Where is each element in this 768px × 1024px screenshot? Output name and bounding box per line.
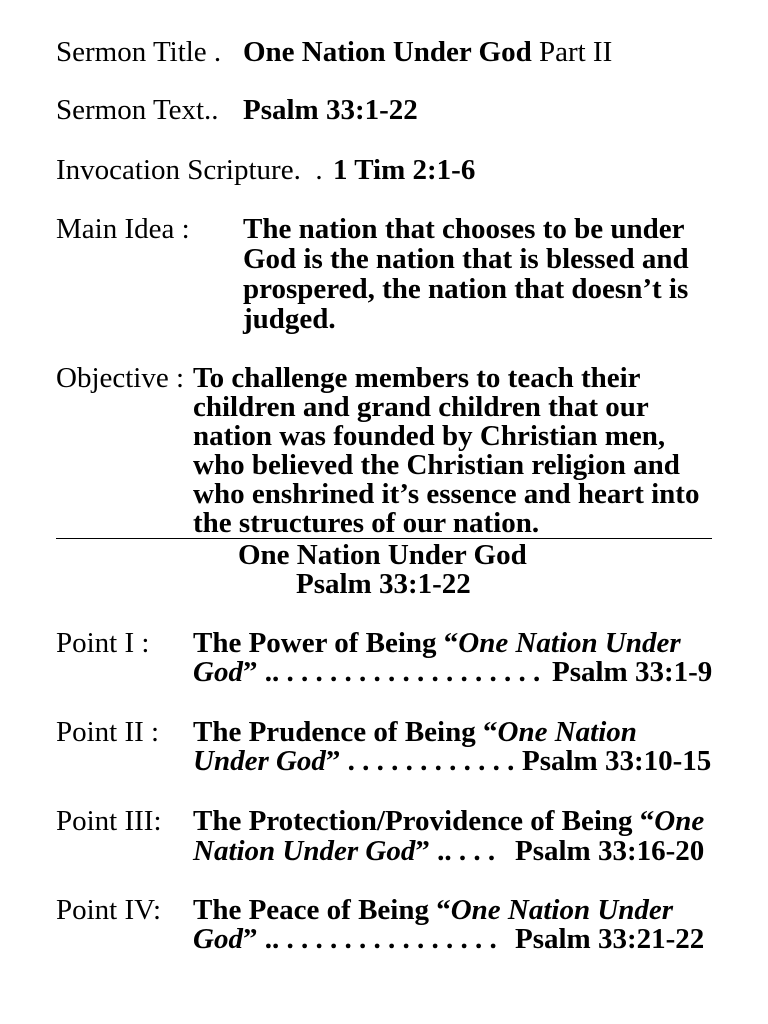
objective-line: nation was founded by Christian men, [193,420,666,452]
sermon-text-label: Sermon Text.. [56,94,219,126]
point-dot-leader: ” .. . . . . . . . . . . . . . . . [242,923,497,955]
point-dot-leader: ” .. . . . . . . . . . . . . . . . . . . [242,656,541,688]
point-heading-italic: God [193,656,243,688]
invocation-scripture-label: Invocation Scripture. . [56,154,323,186]
point-heading-italic: Under God [193,745,326,777]
main-idea-line: God is the nation that is blessed and [243,243,689,275]
point-heading-line1 [193,628,681,658]
invocation-scripture-value: 1 Tim 2:1-6 [333,154,476,186]
objective-line: who enshrined it’s essence and heart into [193,478,700,510]
point-label: Point III: [56,805,162,837]
objective-line: To challenge members to teach their [193,362,641,394]
point-label: Point II : [56,716,160,748]
objective-line: the structures of our nation. [193,507,540,539]
sermon-text-value: Psalm 33:1-22 [243,94,418,126]
sermon-title-part: Part II [538,36,613,68]
outline-title: One Nation Under God [238,539,527,571]
point-heading-line2 [193,657,540,687]
point-heading-start: The Power of Being “ [193,627,459,659]
point-heading-start: The Peace of Being “ [193,894,451,926]
point-heading-italic: One Nation Under [450,894,674,926]
point-reference: Psalm 33:21-22 [515,923,705,955]
point-heading-line1 [193,895,673,925]
point-heading-italic: God [193,923,243,955]
point-heading-start: The Prudence of Being “ [193,716,498,748]
point-reference: Psalm 33:16-20 [515,835,705,867]
point-heading-line2 [193,836,495,866]
main-idea-line: prospered, the nation that doesn’t is [243,273,689,305]
main-idea-line: judged. [243,303,336,335]
point-heading-italic: One [654,805,705,837]
objective-label: Objective : [56,362,185,394]
point-heading-italic: Nation Under God [193,835,416,867]
point-reference: Psalm 33:10-15 [522,745,712,777]
point-heading-line2 [193,924,497,954]
point-heading-line1 [193,717,637,747]
objective-line: who believed the Christian religion and [193,449,680,481]
point-heading-italic: One Nation [497,716,637,748]
point-label: Point I : [56,627,150,659]
point-reference: Psalm 33:1-9 [552,656,713,688]
point-heading-italic: One Nation Under [458,627,681,659]
sermon-title-label: Sermon Title . [56,36,222,68]
main-idea-line: The nation that chooses to be under [243,213,685,245]
point-dot-leader: ” .. . . . [415,835,496,867]
outline-passage: Psalm 33:1-22 [296,568,471,600]
point-label: Point IV: [56,894,161,926]
point-heading-line1 [193,806,704,836]
point-heading-start: The Protection/Providence of Being “ [193,805,655,837]
point-dot-leader: ” . . . . . . . . . . . . [325,745,515,777]
main-idea-label: Main Idea : [56,213,190,245]
sermon-title-value [243,37,612,67]
sermon-title-name: One Nation Under God [243,36,532,68]
objective-line: children and grand children that our [193,391,649,423]
point-heading-line2 [193,746,514,776]
